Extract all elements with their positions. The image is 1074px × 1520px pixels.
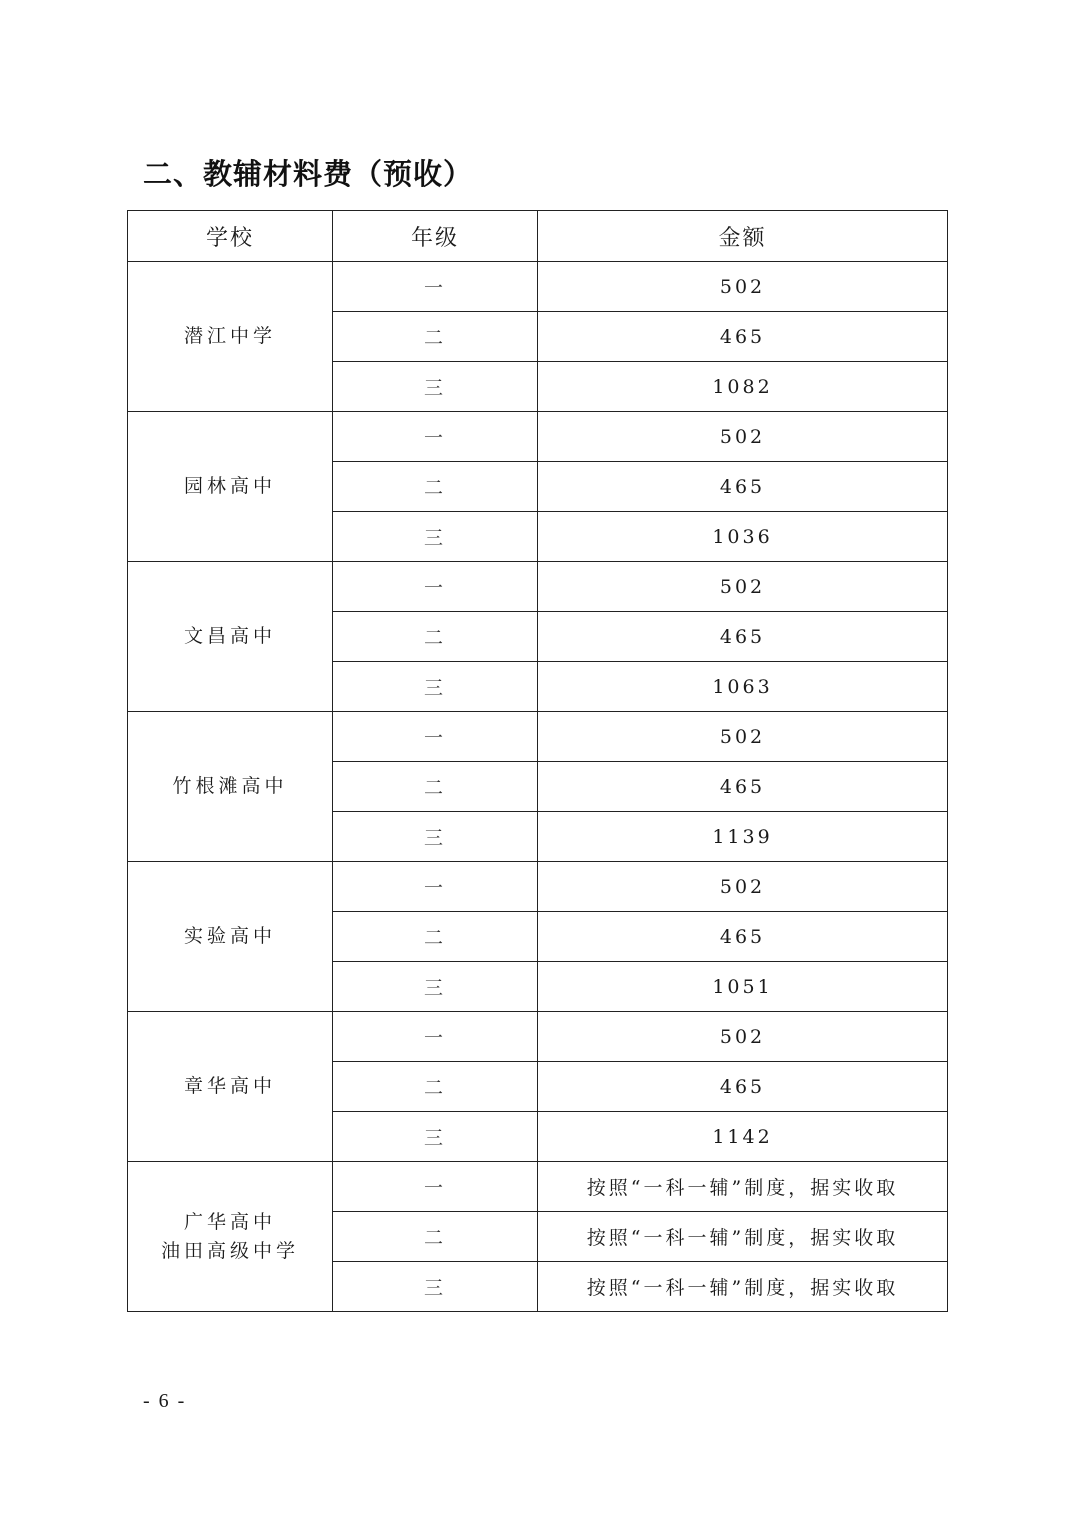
amount-cell: 502 <box>538 1012 948 1062</box>
page-title: 二、教辅材料费（预收） <box>143 157 474 191</box>
table-row <box>128 1162 948 1212</box>
school-cell: 实验高中 <box>128 862 333 1012</box>
grade-cell: 一 <box>333 1012 538 1062</box>
school-cell: 文昌高中 <box>128 562 333 712</box>
amount-cell: 1142 <box>538 1112 948 1162</box>
amount-cell: 按照“一科一辅”制度，据实收取 <box>538 1212 948 1262</box>
grade-cell: 三 <box>333 362 538 412</box>
amount-cell: 465 <box>538 462 948 512</box>
grade-cell: 二 <box>333 762 538 812</box>
school-cell: 章华高中 <box>128 1012 333 1162</box>
grade-cell: 一 <box>333 262 538 312</box>
school-name-line: 广华高中 <box>183 1210 276 1233</box>
grade-cell: 三 <box>333 662 538 712</box>
amount-cell: 1051 <box>538 962 948 1012</box>
grade-cell: 二 <box>333 1062 538 1112</box>
amount-cell: 465 <box>538 762 948 812</box>
grade-cell: 一 <box>333 712 538 762</box>
fee-table <box>127 210 948 1312</box>
amount-cell: 465 <box>538 1062 948 1112</box>
header-school: 学校 <box>128 211 333 262</box>
amount-cell: 502 <box>538 262 948 312</box>
amount-cell: 465 <box>538 312 948 362</box>
table-row <box>128 712 948 762</box>
school-cell <box>128 1162 333 1312</box>
amount-cell: 1063 <box>538 662 948 712</box>
grade-cell: 二 <box>333 462 538 512</box>
table-header-row <box>128 211 948 262</box>
amount-cell: 按照“一科一辅”制度，据实收取 <box>538 1162 948 1212</box>
grade-cell: 一 <box>333 862 538 912</box>
grade-cell: 二 <box>333 612 538 662</box>
table-row <box>128 862 948 912</box>
grade-cell: 一 <box>333 1162 538 1212</box>
header-grade: 年级 <box>333 211 538 262</box>
table-row <box>128 262 948 312</box>
amount-cell: 1082 <box>538 362 948 412</box>
amount-cell: 502 <box>538 712 948 762</box>
school-cell: 潜江中学 <box>128 262 333 412</box>
header-amount: 金额 <box>538 211 948 262</box>
grade-cell: 三 <box>333 812 538 862</box>
table-row <box>128 412 948 462</box>
grade-cell: 三 <box>333 1112 538 1162</box>
amount-cell: 按照“一科一辅”制度，据实收取 <box>538 1262 948 1312</box>
grade-cell: 二 <box>333 912 538 962</box>
grade-cell: 三 <box>333 1262 538 1312</box>
amount-cell: 502 <box>538 562 948 612</box>
grade-cell: 二 <box>333 312 538 362</box>
amount-cell: 502 <box>538 862 948 912</box>
school-cell: 园林高中 <box>128 412 333 562</box>
grade-cell: 三 <box>333 512 538 562</box>
page-number: - 6 - <box>143 1390 187 1412</box>
table-row <box>128 562 948 612</box>
grade-cell: 二 <box>333 1212 538 1262</box>
amount-cell: 1036 <box>538 512 948 562</box>
school-name-line: 油田高级中学 <box>160 1239 299 1262</box>
grade-cell: 一 <box>333 412 538 462</box>
table-row <box>128 1012 948 1062</box>
amount-cell: 465 <box>538 612 948 662</box>
amount-cell: 465 <box>538 912 948 962</box>
amount-cell: 502 <box>538 412 948 462</box>
amount-cell: 1139 <box>538 812 948 862</box>
grade-cell: 三 <box>333 962 538 1012</box>
grade-cell: 一 <box>333 562 538 612</box>
school-cell: 竹根滩高中 <box>128 712 333 862</box>
